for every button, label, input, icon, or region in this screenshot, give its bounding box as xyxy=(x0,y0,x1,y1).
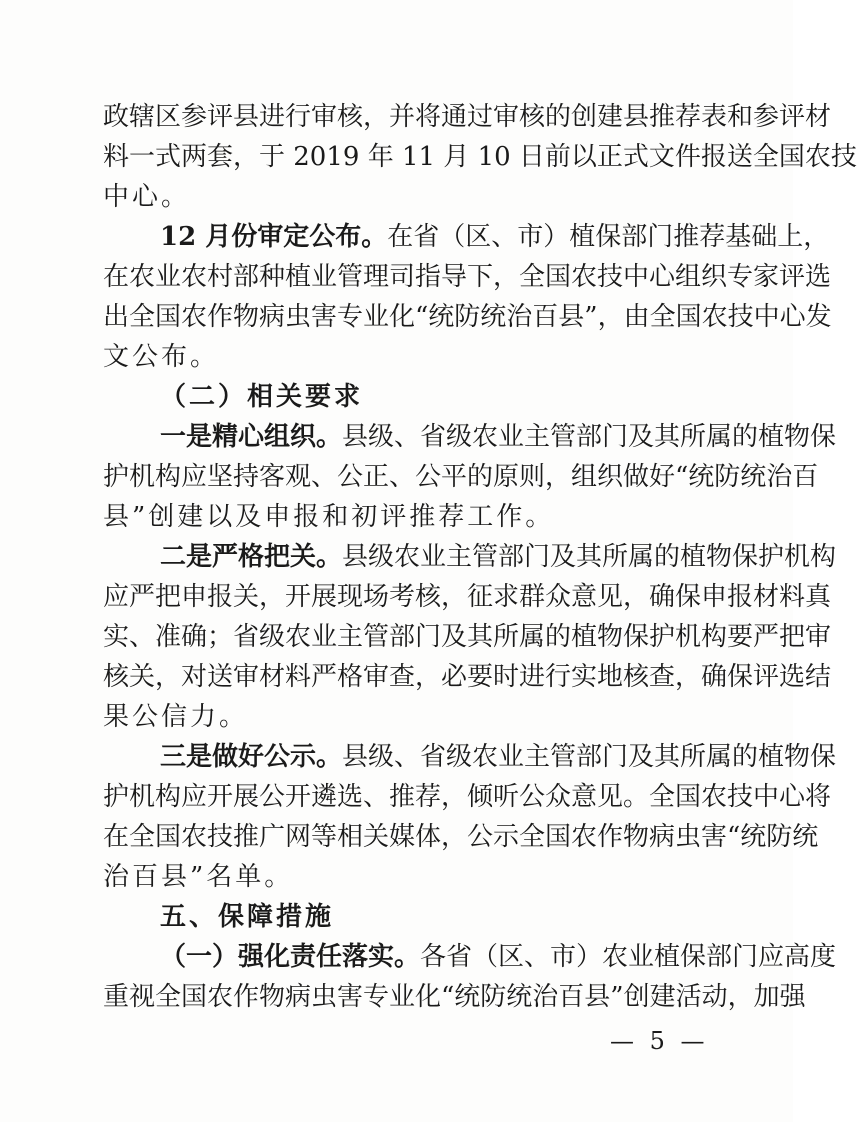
line-text: 果公信力。 xyxy=(103,702,249,732)
text-line xyxy=(160,377,700,417)
line-text: 文公布。 xyxy=(103,342,220,372)
line-text: 料一式两套，于 2019 年 11 月 10 日前以正式文件报送全国农技 xyxy=(103,142,857,172)
text-line xyxy=(103,777,832,817)
line-text: 在省（区、市）植保部门推荐基础上， xyxy=(387,222,830,252)
text-line xyxy=(103,97,832,137)
text-line xyxy=(103,497,700,537)
line-text: 县级农业主管部门及其所属的植物保护机构 xyxy=(342,542,837,572)
line-text: 重视全国农作物病虫害专业化“统防统治百县”创建活动，加强 xyxy=(103,982,806,1012)
text-line xyxy=(160,737,837,777)
text-line xyxy=(103,297,832,337)
text-line xyxy=(160,897,700,937)
text-line xyxy=(160,537,837,577)
line-text: 应严把申报关，开展现场考核，征求群众意见，确保申报材料真 xyxy=(103,582,832,612)
text-line xyxy=(160,217,830,257)
bold-heading: 三是做好公示。 xyxy=(160,742,343,772)
text-line xyxy=(103,977,806,1017)
page-number: — 5 — xyxy=(610,1027,709,1055)
line-text: 县级、省级农业主管部门及其所属的植物保 xyxy=(342,742,837,772)
bold-heading: 二是严格把关。 xyxy=(160,542,343,572)
line-text: 实、准确；省级农业主管部门及其所属的植物保护机构要严把审 xyxy=(103,622,832,652)
text-line xyxy=(103,857,700,897)
bold-heading: （二）相关要求 xyxy=(160,382,364,412)
line-text: 治百县”名单。 xyxy=(103,862,294,892)
bold-heading: 一是精心组织。 xyxy=(160,422,343,452)
line-text: 中心。 xyxy=(103,182,191,212)
line-text: 政辖区参评县进行审核，并将通过审核的创建县推荐表和参评材 xyxy=(103,102,832,132)
line-text: 出全国农作物病虫害专业化“统防统治百县”，由全国农技中心发 xyxy=(103,302,832,332)
text-line xyxy=(103,657,832,697)
line-text: 县级、省级农业主管部门及其所属的植物保 xyxy=(342,422,837,452)
text-line xyxy=(103,617,832,657)
line-text: 护机构应开展公开遴选、推荐，倾听公众意见。全国农技中心将 xyxy=(103,782,832,812)
line-text: 在全国农技推广网等相关媒体，公示全国农作物病虫害“统防统 xyxy=(103,822,819,852)
line-text: 县”创建以及申报和初评推荐工作。 xyxy=(103,502,555,532)
text-line xyxy=(103,337,700,377)
bold-heading: 五、保障措施 xyxy=(160,902,335,932)
text-line xyxy=(103,577,832,617)
text-line xyxy=(103,817,819,857)
line-text: 各省（区、市）农业植保部门应高度 xyxy=(420,942,837,972)
bold-heading: 12 月份审定公布。 xyxy=(160,222,388,252)
bold-heading: （一）强化责任落实。 xyxy=(160,942,421,972)
text-line xyxy=(160,937,837,977)
text-line xyxy=(103,257,832,297)
text-line xyxy=(103,177,700,217)
text-line xyxy=(103,697,700,737)
text-line xyxy=(103,457,819,497)
line-text: 在农业农村部种植业管理司指导下，全国农技中心组织专家评选 xyxy=(103,262,832,292)
text-line xyxy=(103,137,857,177)
line-text: 护机构应坚持客观、公正、公平的原则，组织做好“统防统治百 xyxy=(103,462,819,492)
line-text: 核关，对送审材料严格审查，必要时进行实地核查，确保评选结 xyxy=(103,662,832,692)
text-line xyxy=(160,417,837,457)
